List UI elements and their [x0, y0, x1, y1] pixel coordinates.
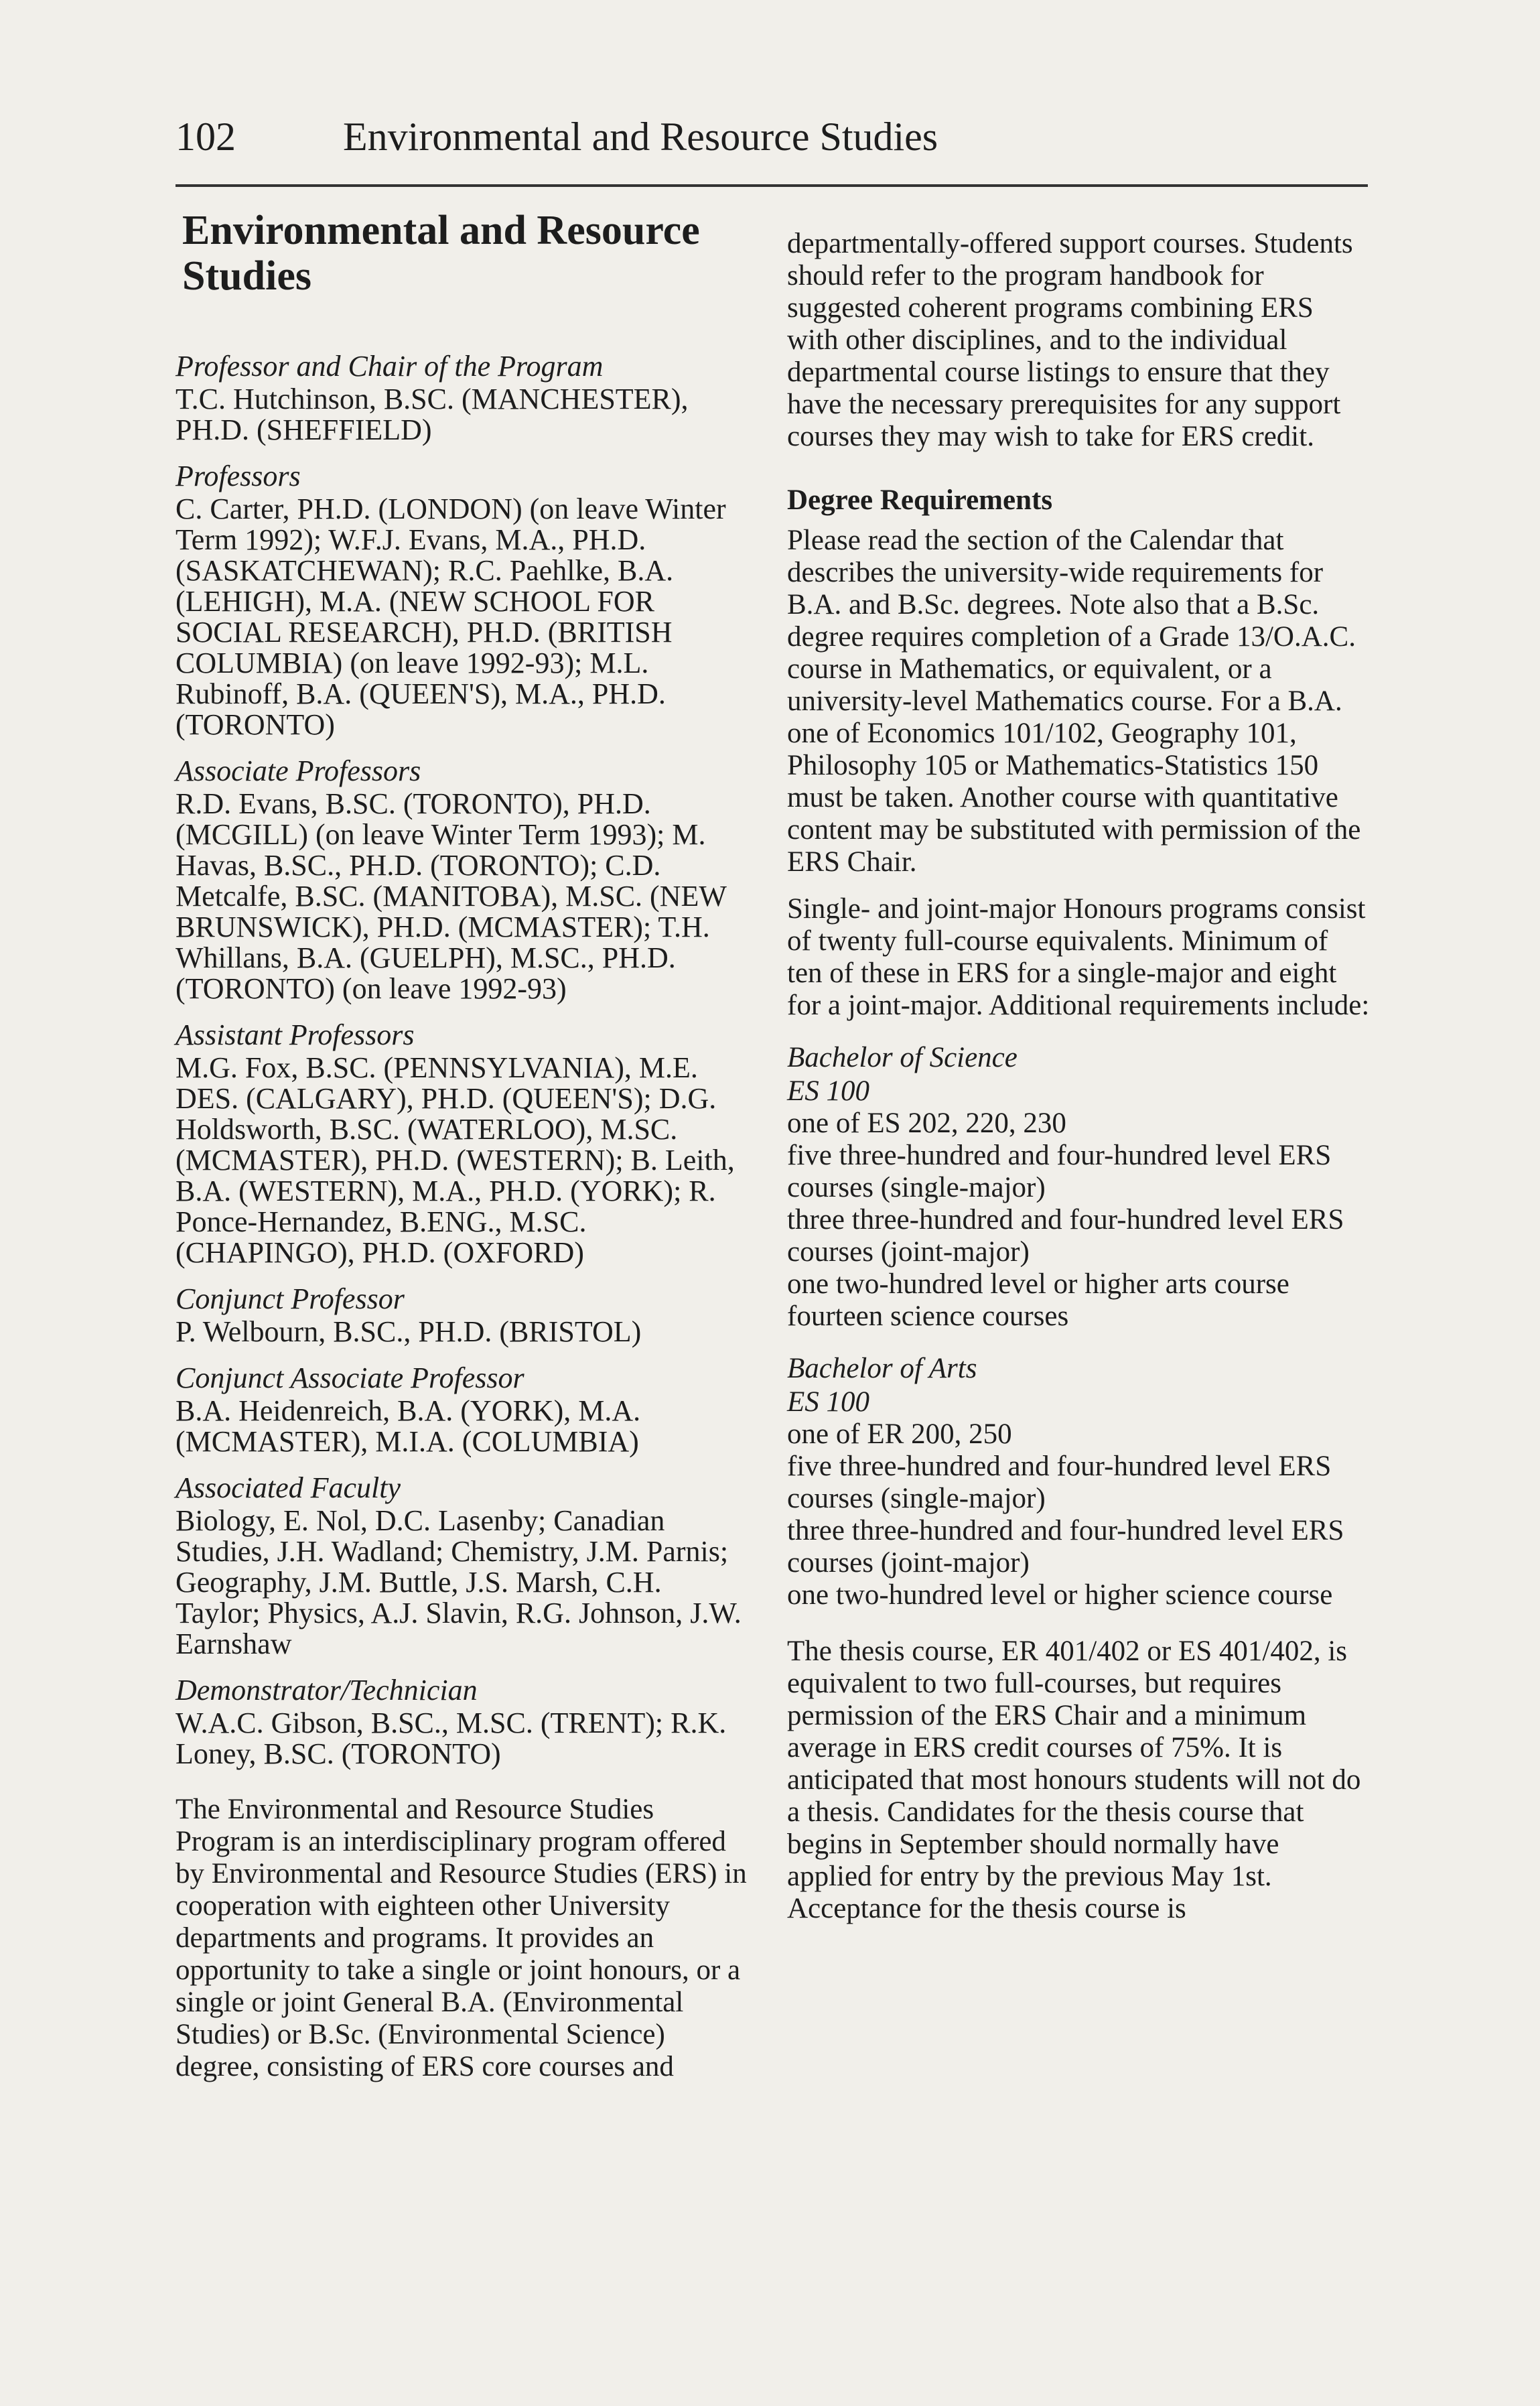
faculty-list: T.C. Hutchinson, B.SC. (MANCHESTER), PH.D. (SHEFFIELD): [176, 383, 689, 446]
faculty-list: M.G. Fox, B.SC. (PENNSYLVANIA), M.E. DES. (CALGARY), PH.D. (QUEEN'S); D.G. Holdsworth, B.SC. (WATERLOO), M.SC. (MCMASTER), PH.D. (WESTERN); B. Leith, B.A. (WESTERN), M.A., PH.D. (YORK); R. Ponce-Hernandez, B.ENG., M.SC. (CHAPINGO), PH.D. (OXFORD): [176, 1051, 735, 1269]
page-number: 102: [176, 115, 236, 159]
degree-paragraph: Please read the section of the Calendar that describes the university-wide requirements for B.A. and B.Sc. degrees. Note also that a B.Sc. degree requires completion of a Grade 13/O.A.C. course in Mathematics, or equivalent, or a university-level Mathematics course. For a B.A. one of Economics 101/102, Geography 101, Philosophy 105 or Mathematics-Statistics 150 must be taken. Another course with quantitative content may be substituted with permission of the ERS Chair.: [787, 525, 1361, 878]
faculty-group-associated: [176, 1471, 752, 1660]
degree-requirements-heading: Degree Requirements: [787, 484, 1053, 516]
continuation-paragraph: departmentally-offered support courses. Students should refer to the program handbook for suggested coherent programs combining ERS with other disciplines, and to the individual departmental course listings to ensure that they have the necessary prerequisites for any support courses they may wish to take for ERS credit.: [787, 228, 1353, 452]
faculty-group-assistant: [176, 1018, 752, 1268]
faculty-list: P. Welbourn, B.SC., PH.D. (BRISTOL): [176, 1315, 642, 1348]
intro-paragraph: The Environmental and Resource Studies Program is an interdisciplinary program offered by Environmental and Resource Studies (ERS) in cooperation with eighteen other University departments and programs. It provides an opportunity to take a single or joint honours, or a single or joint General B.A. (Environmental Studies) or B.Sc. (Environmental Science) degree, consisting of ERS core courses and: [176, 1794, 747, 2082]
faculty-heading: Professors: [176, 460, 301, 492]
faculty-group-conjunct: [176, 1282, 752, 1347]
faculty-heading: Associated Faculty: [176, 1471, 401, 1504]
right-column: [787, 208, 1370, 1925]
header-rule: [176, 184, 1368, 187]
requirement-line: three three-hundred and four-hundred level ERS courses (joint-major): [787, 1204, 1344, 1268]
faculty-heading: Conjunct Professor: [176, 1282, 405, 1315]
requirement-line: five three-hundred and four-hundred level ERS courses (single-major): [787, 1451, 1332, 1514]
faculty-group-associate: [176, 754, 752, 1004]
faculty-group-chair: [176, 349, 752, 446]
thesis-paragraph: The thesis course, ER 401/402 or ES 401/402, is equivalent to two full-courses, but requires permission of the ERS Chair and a minimum average in ERS credit courses of 75%. It is anticipated that most honours students will not do a thesis. Candidates for the thesis course that begins in September should normally have applied for entry by the previous May 1st. Acceptance for the thesis course is: [787, 1635, 1361, 1924]
ba-requirements: [787, 1351, 1370, 1611]
requirement-line: ES 100: [787, 1075, 870, 1107]
requirement-line: fourteen science courses: [787, 1300, 1069, 1332]
faculty-group-demonstrator: [176, 1673, 752, 1769]
requirement-line: ES 100: [787, 1386, 870, 1418]
honours-paragraph: Single- and joint-major Honours programs consist of twenty full-course equivalents. Minimum of ten of these in ERS for a single-major and eight for a joint-major. Additional requirements include:: [787, 893, 1370, 1021]
left-column: [176, 208, 752, 2083]
requirement-line: one of ER 200, 250: [787, 1418, 1012, 1450]
bsc-heading: Bachelor of Science: [787, 1042, 1018, 1073]
faculty-list: B.A. Heidenreich, B.A. (YORK), M.A. (MCMASTER), M.I.A. (COLUMBIA): [176, 1394, 641, 1458]
requirement-line: three three-hundred and four-hundred level ERS courses (joint-major): [787, 1515, 1344, 1579]
running-title: Environmental and Resource Studies: [343, 115, 938, 159]
faculty-group-conjunct-associate: [176, 1361, 752, 1457]
ba-heading: Bachelor of Arts: [787, 1353, 977, 1384]
faculty-list: R.D. Evans, B.SC. (TORONTO), PH.D. (MCGILL) (on leave Winter Term 1993); M. Havas, B.SC., PH.D. (TORONTO); C.D. Metcalfe, B.SC. (MANITOBA), M.SC. (NEW BRUNSWICK), PH.D. (MCMASTER); T.H. Whillans, B.A. (GUELPH), M.SC., PH.D. (TORONTO) (on leave 1992-93): [176, 787, 727, 1005]
requirement-line: one two-hundred level or higher science course: [787, 1579, 1333, 1611]
requirement-line: one of ES 202, 220, 230: [787, 1108, 1066, 1139]
faculty-group-professors: [176, 459, 752, 740]
faculty-heading: Assistant Professors: [176, 1018, 415, 1051]
faculty-list: Biology, E. Nol, D.C. Lasenby; Canadian Studies, J.H. Wadland; Chemistry, J.M. Parnis; Geography, J.M. Buttle, J.S. Marsh, C.H. Taylor; Physics, A.J. Slavin, R.G. Johnson, J.W. Earnshaw: [176, 1504, 742, 1660]
page-header: [176, 114, 1368, 188]
faculty-heading: Associate Professors: [176, 754, 421, 787]
faculty-list: C. Carter, PH.D. (LONDON) (on leave Winter Term 1992); W.F.J. Evans, M.A., PH.D. (SASKATCHEWAN); R.C. Paehlke, B.A. (LEHIGH), M.A. (NEW SCHOOL FOR SOCIAL RESEARCH), PH.D. (BRITISH COLUMBIA) (on leave 1992-93); M.L. Rubinoff, B.A. (QUEEN'S), M.A., PH.D. (TORONTO): [176, 492, 726, 741]
requirement-line: one two-hundred level or higher arts course: [787, 1268, 1289, 1300]
faculty-heading: Demonstrator/Technician: [176, 1674, 478, 1707]
requirement-line: five three-hundred and four-hundred level ERS courses (single-major): [787, 1140, 1332, 1203]
faculty-heading: Professor and Chair of the Program: [176, 350, 604, 383]
section-title: Environmental and Resource Studies: [182, 208, 700, 299]
faculty-list: W.A.C. Gibson, B.SC., M.SC. (TRENT); R.K. Loney, B.SC. (TORONTO): [176, 1707, 727, 1770]
faculty-heading: Conjunct Associate Professor: [176, 1361, 524, 1394]
bsc-requirements: [787, 1041, 1370, 1333]
